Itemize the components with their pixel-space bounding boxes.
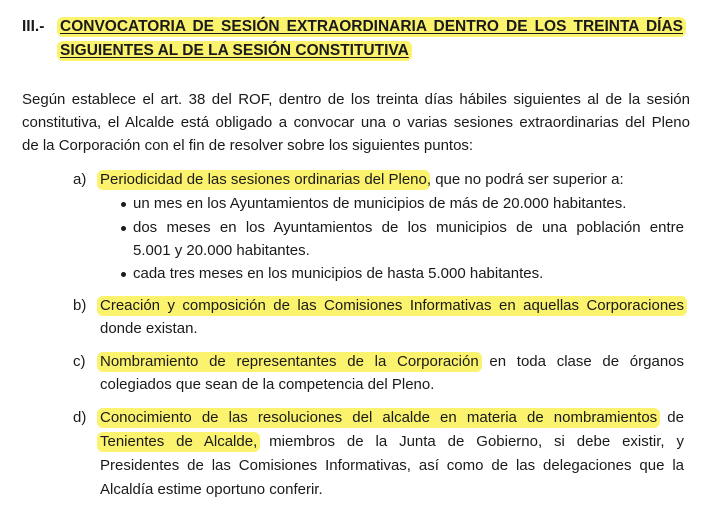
item-c-highlight: Nombramiento de representantes de la Corporación [97, 352, 482, 372]
item-b-line-1 [100, 296, 684, 316]
item-d-line-4: Alcaldía estime oportuno conferir. [100, 481, 323, 498]
item-d-rest-2: miembros de la Junta de Gobierno, si debe existir, y [257, 433, 684, 450]
item-d-line-1 [100, 408, 684, 428]
item-c-rest: en toda clase de órganos [478, 353, 684, 370]
item-c-line-2: colegiados que sean de la competencia del Pleno. [100, 376, 435, 393]
bullet-2-text-line-1: dos meses en los Ayuntamientos de los municipios de una población entre [133, 219, 684, 236]
item-b-line-2: donde existan. [100, 320, 198, 337]
item-a-marker: a) [73, 171, 87, 188]
bullet-dot [121, 272, 126, 277]
item-a-rest: , que no podrá ser superior a: [426, 171, 624, 188]
section-title-highlight-2: SIGUIENTES AL DE LA SESIÓN CONSTITUTIVA [57, 41, 412, 61]
bullet-dot [121, 202, 126, 207]
bullet-1-text: un mes en los Ayuntamientos de municipios de más de 20.000 habitantes. [133, 195, 627, 212]
intro-line-3: de la Corporación con el fin de resolver sobre los siguientes puntos: [22, 137, 474, 154]
section-title-highlight-1: CONVOCATORIA DE SESIÓN EXTRAORDINARIA DENTRO DE LOS TREINTA DÍAS [57, 17, 686, 37]
bullet-2-text-line-2: 5.001 y 20.000 habitantes. [133, 242, 310, 259]
item-c-line-1 [100, 352, 684, 372]
item-a-highlight: Periodicidad de las sesiones ordinarias del Pleno [97, 170, 430, 190]
item-a-line-1 [100, 170, 624, 190]
item-d-line-2 [100, 432, 684, 452]
item-b-highlight: Creación y composición de las Comisiones Informativas en aquellas Corporaciones [97, 296, 687, 316]
item-d-highlight-2: Tenientes de Alcalde, [97, 432, 260, 452]
item-d-marker: d) [73, 409, 87, 426]
item-d-rest: de [657, 409, 684, 426]
item-d-highlight: Conocimiento de las resoluciones del alcalde en materia de nombramientos [97, 408, 660, 428]
item-c-marker: c) [73, 353, 86, 370]
section-number: III.- [22, 18, 45, 35]
intro-line-2: constitutiva, el Alcalde está obligado a convocar una o varias sesiones extraordinarias del Pleno [22, 114, 690, 131]
intro-line-1: Según establece el art. 38 del ROF, dentro de los treinta días hábiles siguientes al de la sesión [22, 91, 690, 108]
item-b-marker: b) [73, 297, 87, 314]
section-title-line-1 [60, 17, 683, 37]
bullet-3-text: cada tres meses en los municipios de hasta 5.000 habitantes. [133, 265, 544, 282]
section-title-line-2 [60, 41, 409, 61]
item-d-line-3: Presidentes de las Comisiones Informativas, así como de las delegaciones que la [100, 457, 684, 474]
bullet-dot [121, 226, 126, 231]
